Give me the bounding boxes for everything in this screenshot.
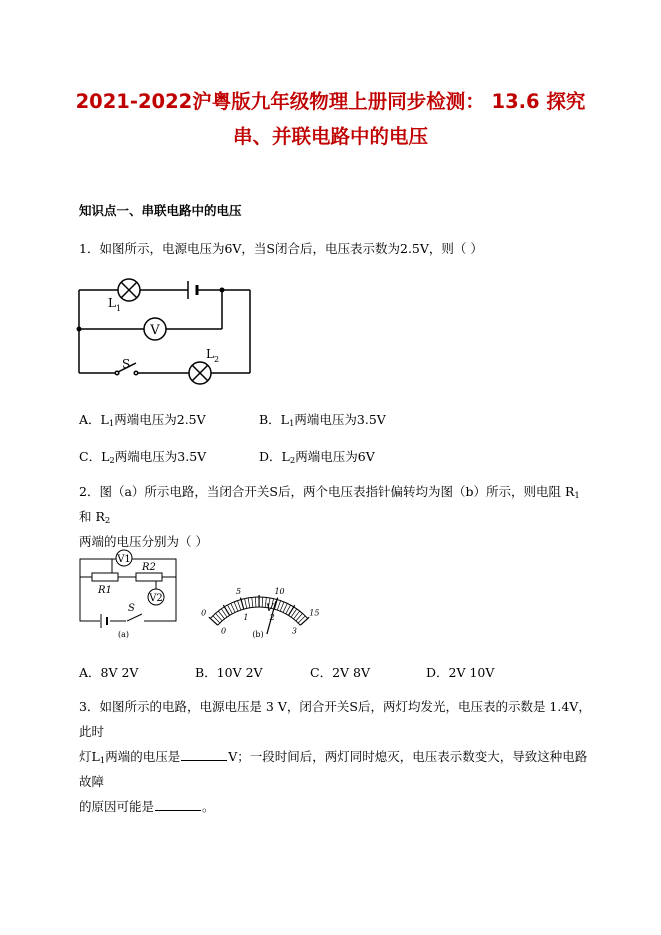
- lamp-l2-icon: [189, 362, 211, 384]
- dial-unit-label: V: [266, 603, 274, 614]
- dial-tick: [234, 602, 238, 611]
- resistor-r1-label: R1: [98, 585, 112, 596]
- question-2-stem: 2．图（a）所示电路，当闭合开关S后，两个电压表指针偏转均为图（b）所示，则电阻 $R_1$和 $R_2$ 两端的电压分别为（ ）: [79, 484, 580, 549]
- dial-outer-tick-label: 0: [201, 608, 207, 618]
- answer-blank[interactable]: [181, 749, 227, 761]
- lamp-l1-icon: [118, 279, 140, 301]
- voltmeter-dial: [201, 587, 319, 636]
- dial-outer-tick-label: 15: [309, 608, 320, 618]
- dial-tick: [245, 599, 247, 609]
- switch-label: S: [122, 357, 131, 371]
- dial-tick: [280, 602, 284, 611]
- dial-inner-tick-label: 3: [291, 626, 297, 636]
- voltmeter-v2-icon: [148, 589, 164, 605]
- figure-a-caption: (a): [118, 630, 130, 639]
- resistor-r2-icon: [136, 573, 162, 581]
- dial-tick: [300, 617, 309, 625]
- battery-icon: [100, 614, 110, 628]
- dial-tick: [209, 617, 218, 625]
- section-heading: 知识点一、串联电路中的电压: [79, 203, 242, 218]
- battery-icon: [188, 281, 197, 299]
- switch-icon: [126, 614, 144, 625]
- answer-blank[interactable]: [155, 799, 201, 811]
- dial-tick: [262, 597, 263, 607]
- question-2-option-a: A．8V 2V: [79, 665, 139, 680]
- question-1-circuit-figure: [76, 276, 260, 386]
- dial-tick: [231, 603, 235, 612]
- dial-inner-tick-label: 2: [269, 612, 275, 622]
- question-2-option-b: B．10V 2V: [195, 665, 263, 680]
- dial-inner-tick-label: 1: [243, 612, 249, 622]
- page-title: 2021-2022沪粤版九年级物理上册同步检测： 13.6 探究串、并联电路中的电压: [75, 90, 586, 148]
- voltmeter-v2-label: V2: [149, 593, 163, 604]
- lamp-l2-label: $L_2$: [206, 347, 220, 364]
- junction-dot: [77, 327, 82, 332]
- lamp-l1-label: $L_1$: [108, 296, 122, 313]
- dial-tick: [248, 598, 250, 608]
- voltmeter-v1-label: V1: [117, 554, 131, 565]
- question-2-option-c: C．2V 8V: [310, 665, 370, 680]
- question-1-option-d: D．$L_2$两端电压为6V: [259, 449, 375, 466]
- question-2-voltmeter-dial-figure-b: [188, 545, 330, 645]
- dial-inner-tick-label: 0: [221, 626, 227, 636]
- question-1-option-a: A．$L_1$两端电压为2.5V: [79, 412, 206, 429]
- voltmeter-label: V: [150, 323, 160, 338]
- dial-tick: [255, 597, 256, 607]
- resistor-r1-icon: [92, 573, 118, 581]
- question-1-option-c: C．$L_2$两端电压为3.5V: [79, 449, 207, 466]
- resistor-r2-label: R2: [142, 562, 156, 573]
- dial-tick: [252, 597, 253, 607]
- switch-label: S: [128, 603, 135, 614]
- question-2-option-d: D．2V 10V: [426, 665, 495, 680]
- dial-outer-tick-label: 10: [274, 586, 285, 596]
- question-3-stem: 3．如图所示的电路，电源电压是 3 V，闭合开关S后，两灯均发光，电压表的示数是 1.4V，此时 灯$L_1$两端的电压是 V；一段时间后，两灯同时熄灭，电压表示数变大，导致这种电路故障 的原因可能是 。: [79, 699, 591, 814]
- dial-outer-tick-label: 5: [236, 586, 242, 596]
- question-2-circuit-figure-a: [76, 545, 186, 640]
- dial-tick: [277, 601, 280, 610]
- figure-b-caption: (b): [252, 630, 264, 639]
- dial-tick: [238, 601, 241, 610]
- question-1-option-b: B．$L_1$两端电压为3.5V: [259, 412, 386, 429]
- voltmeter-icon: [144, 318, 166, 340]
- junction-dot: [220, 288, 225, 293]
- voltmeter-v1-icon: [116, 550, 132, 566]
- dial-tick: [283, 603, 287, 612]
- question-1-stem: 1．如图所示，电源电压为6V，当S闭合后，电压表示数为2.5V，则（ ）: [79, 241, 483, 256]
